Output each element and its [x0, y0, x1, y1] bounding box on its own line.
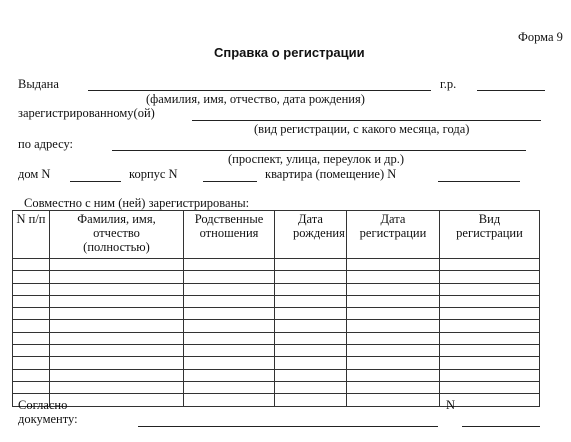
table-cell[interactable] [50, 357, 184, 369]
table-cell[interactable] [50, 345, 184, 357]
table-row [13, 345, 540, 357]
table-cell[interactable] [184, 320, 275, 332]
table-cell[interactable] [347, 381, 440, 393]
table-row [13, 394, 540, 406]
table-cell[interactable] [347, 345, 440, 357]
table-cell[interactable] [347, 320, 440, 332]
table-cell[interactable] [347, 369, 440, 381]
table-row [13, 259, 540, 271]
according-label: Согласно [18, 398, 68, 412]
birth-year-line[interactable] [477, 90, 545, 91]
table-cell[interactable] [347, 332, 440, 344]
table-cell[interactable] [440, 283, 540, 295]
table-row [13, 271, 540, 283]
table-cell[interactable] [184, 283, 275, 295]
table-cell[interactable] [50, 308, 184, 320]
table-header-row [13, 211, 540, 259]
table-cell[interactable] [13, 320, 50, 332]
building-number-line[interactable] [203, 181, 257, 182]
table-cell[interactable] [347, 283, 440, 295]
table-row [13, 283, 540, 295]
document-number-label: N [446, 398, 456, 412]
table-cell[interactable] [184, 381, 275, 393]
registration-hint: (вид регистрации, с какого месяца, года) [254, 122, 470, 136]
table-row [13, 369, 540, 381]
table-cell[interactable] [440, 320, 540, 332]
table-cell[interactable] [275, 369, 347, 381]
table-cell[interactable] [50, 320, 184, 332]
table-cell[interactable] [13, 369, 50, 381]
table-row [13, 357, 540, 369]
table-cell[interactable] [275, 345, 347, 357]
column-header-full-name: Фамилия, имя, отчество (полностью) [50, 211, 184, 259]
table-cell[interactable] [440, 381, 540, 393]
document-number-line[interactable] [462, 426, 540, 427]
form-title: Справка о регистрации [214, 45, 365, 60]
table-cell[interactable] [13, 283, 50, 295]
address-line[interactable] [112, 150, 526, 151]
table-cell[interactable] [440, 369, 540, 381]
table-cell[interactable] [184, 394, 275, 406]
column-header-registration-date: Дата регистрации [347, 211, 440, 259]
table-cell[interactable] [13, 271, 50, 283]
table-cell[interactable] [13, 259, 50, 271]
table-row [13, 295, 540, 307]
table-cell[interactable] [50, 259, 184, 271]
table-row [13, 308, 540, 320]
issued-label: Выдана [18, 77, 59, 91]
table-cell[interactable] [275, 295, 347, 307]
address-label: по адресу: [18, 137, 74, 151]
building-label: корпус N [129, 167, 178, 181]
table-cell[interactable] [347, 271, 440, 283]
apartment-number-line[interactable] [438, 181, 520, 182]
issued-name-line[interactable] [88, 90, 431, 91]
table-cell[interactable] [347, 308, 440, 320]
table-cell[interactable] [440, 345, 540, 357]
table-caption: Совместно с ним (ней) зарегистрированы: [24, 196, 250, 210]
birth-year-label: г.р. [440, 77, 457, 91]
table-cell[interactable] [275, 357, 347, 369]
table-cell[interactable] [440, 357, 540, 369]
table-cell[interactable] [13, 381, 50, 393]
document-name-line[interactable] [138, 426, 438, 427]
table-cell[interactable] [13, 345, 50, 357]
table-cell[interactable] [13, 332, 50, 344]
table-row [13, 320, 540, 332]
table-cell[interactable] [184, 332, 275, 344]
column-header-number: N п/п [13, 211, 50, 259]
table-cell[interactable] [50, 295, 184, 307]
table-cell[interactable] [275, 308, 347, 320]
street-hint: (проспект, улица, переулок и др.) [228, 152, 405, 166]
table-cell[interactable] [50, 394, 184, 406]
table-cell[interactable] [440, 332, 540, 344]
table-cell[interactable] [275, 381, 347, 393]
table-cell[interactable] [275, 320, 347, 332]
table-cell[interactable] [13, 308, 50, 320]
table-cell[interactable] [347, 295, 440, 307]
column-header-registration-type: Вид регистрации [440, 211, 540, 259]
residents-table [12, 210, 540, 407]
form-number: Форма 9 [518, 30, 563, 44]
table-cell[interactable] [184, 295, 275, 307]
table-cell[interactable] [347, 259, 440, 271]
document-label: документу: [18, 412, 78, 426]
table-cell[interactable] [13, 357, 50, 369]
column-header-relationship: Родственные отношения [184, 211, 275, 259]
registered-label: зарегистрированному(ой) [18, 106, 155, 120]
name-hint: (фамилия, имя, отчество, дата рождения) [146, 92, 365, 106]
table-row [13, 332, 540, 344]
table-cell[interactable] [440, 271, 540, 283]
table-row [13, 381, 540, 393]
table-cell[interactable] [275, 271, 347, 283]
table-cell[interactable] [440, 295, 540, 307]
table-cell[interactable] [347, 394, 440, 406]
table-cell[interactable] [50, 332, 184, 344]
registration-type-line[interactable] [192, 120, 541, 121]
table-cell[interactable] [347, 357, 440, 369]
table-cell[interactable] [13, 295, 50, 307]
table-cell[interactable] [50, 271, 184, 283]
apartment-label: квартира (помещение) N [265, 167, 397, 181]
house-label: дом N [18, 167, 51, 181]
table-cell[interactable] [184, 259, 275, 271]
table-cell[interactable] [275, 283, 347, 295]
table-cell[interactable] [50, 283, 184, 295]
house-number-line[interactable] [70, 181, 121, 182]
table-cell[interactable] [275, 259, 347, 271]
table-cell[interactable] [50, 369, 184, 381]
column-header-birth-date: Дата рождения [275, 211, 347, 259]
table-cell[interactable] [275, 394, 347, 406]
table-cell[interactable] [184, 345, 275, 357]
table-cell[interactable] [50, 381, 184, 393]
table-cell[interactable] [184, 308, 275, 320]
table-cell[interactable] [184, 357, 275, 369]
table-cell[interactable] [440, 308, 540, 320]
table-cell[interactable] [275, 332, 347, 344]
table-cell[interactable] [184, 271, 275, 283]
table-cell[interactable] [184, 369, 275, 381]
table-cell[interactable] [440, 259, 540, 271]
